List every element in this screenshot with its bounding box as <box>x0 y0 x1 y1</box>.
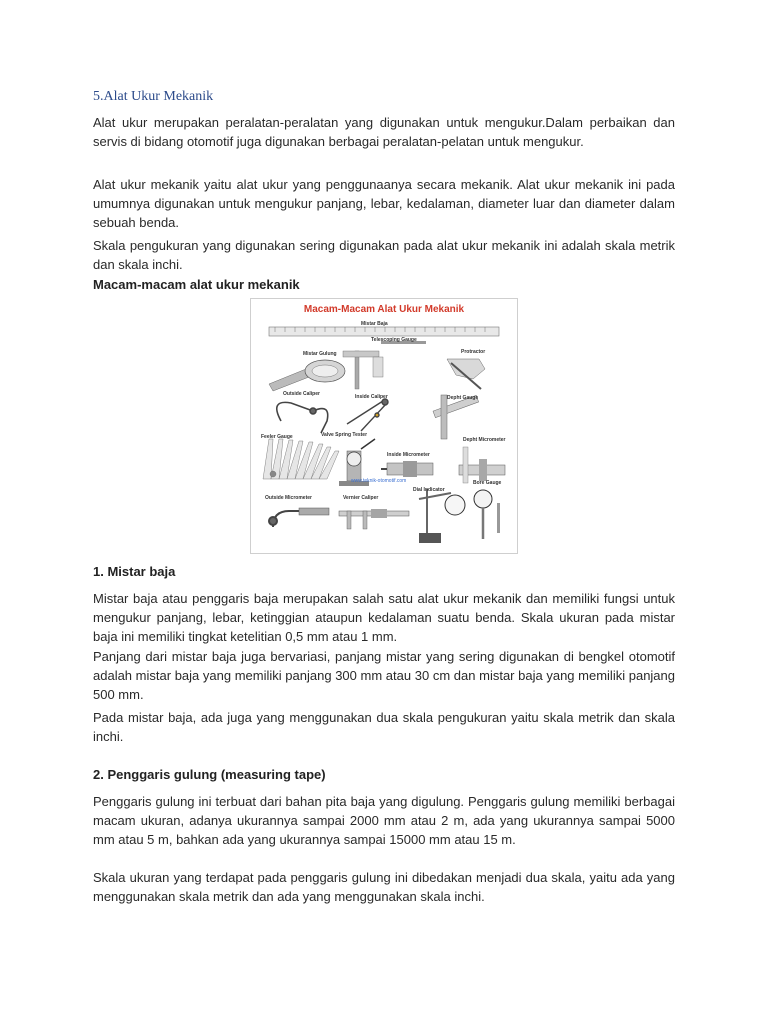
label-mistar-gulung: Mistar Gulung <box>303 351 337 357</box>
label-vernier-caliper: Vernier Caliper <box>343 495 379 501</box>
label-outside-caliper: Outside Caliper <box>283 391 320 397</box>
intro-paragraph-2: Alat ukur mekanik yaitu alat ukur yang penggunaanya secara mekanik. Alat ukur mekanik ini pada umumnya digunakan untuk mengukur panjang, lebar, kedalaman, diameter luar dan diameter dalam sebuah benda. <box>93 177 675 230</box>
label-inside-caliper: Inside Caliper <box>355 394 388 400</box>
intro-paragraph-3: Skala pengukuran yang digunakan sering digunakan pada alat ukur mekanik ini adalah skala metrik dan skala inchi. <box>93 238 675 272</box>
depth-micrometer-drawing <box>459 447 505 483</box>
dial-indicator-drawing <box>419 489 465 543</box>
figure-watermark: www.teknik-otomotif.com <box>351 478 407 484</box>
types-heading: Macam-macam alat ukur mekanik <box>93 277 300 292</box>
depth-gauge-drawing <box>433 395 479 439</box>
inside-micrometer-drawing <box>381 461 433 477</box>
outside-caliper-drawing <box>277 402 328 433</box>
label-dial-indicator: Dial Indicator <box>413 487 445 493</box>
section-2-heading: 2. Penggaris gulung (measuring tape) <box>93 767 326 782</box>
protractor-drawing <box>447 359 485 389</box>
label-inside-micrometer: Inside Micrometer <box>387 452 430 458</box>
figure-title: Macam-Macam Alat Ukur Mekanik <box>303 304 465 315</box>
label-bore-gauge: Bore Gauge <box>473 480 502 486</box>
steel-ruler-drawing <box>269 327 499 336</box>
label-depth-gauge: Depht Gauge <box>447 395 479 401</box>
tools-figure <box>250 298 518 554</box>
inside-caliper-drawing <box>347 399 388 431</box>
section-2-paragraph-1: Penggaris gulung ini terbuat dari bahan pita baja yang digulung. Penggaris gulung memiliki berbagai macam ukuran, adanya ukurannya sampai 2000 mm atau 2 m, ada yang ukurannya sampai 5000 mm atau 5 m, bahkan ada yang ukurannya sampai 15000 mm atau 15 m. <box>93 794 675 847</box>
section-1-paragraph-2: Panjang dari mistar baja juga bervariasi, panjang mistar yang sering digunakan di bengkel otomotif adalah mistar baja yang memiliki panjang 300 mm atau 30 cm dan mistar baja yang memiliki panjang 500 mm. <box>93 649 675 702</box>
section-1-paragraph-3: Pada mistar baja, ada juga yang menggunakan dua skala pengukuran yaitu skala metrik dan skala inchi. <box>93 710 675 744</box>
label-outside-micrometer: Outside Micrometer <box>265 495 312 501</box>
vernier-caliper-drawing <box>339 509 409 529</box>
section-title: 5.Alat Ukur Mekanik <box>93 89 214 104</box>
section-2-paragraph-2: Skala ukuran yang terdapat pada penggaris gulung ini dibedakan menjadi dua skala, yaitu ada yang menggunakan skala metrik dan ada yang menggunakan skala inchi. <box>93 870 675 904</box>
section-1-heading: 1. Mistar baja <box>93 564 176 579</box>
label-valve-spring-tester: Valve Spring Tester <box>321 432 368 438</box>
label-mistar-baja: Mistar Baja <box>361 321 388 327</box>
section-1-paragraph-1: Mistar baja atau penggaris baja merupakan salah satu alat ukur mekanik dan memiliki fungsi untuk mengukur panjang, lebar, ketinggian ataupun kedalaman suatu benda. Skala ukuran pada mistar baja ini memiliki tingkat ketelitian 0,5 mm atau 1 mm. <box>93 591 675 644</box>
intro-paragraph-1: Alat ukur merupakan peralatan-peralatan yang digunakan untuk mengukur.Dalam perbaikan dan servis di bidang otomotif juga digunakan berbagai peralatan-pelatan untuk mengukur. <box>93 115 675 149</box>
label-protractor: Protractor <box>461 349 486 355</box>
outside-micrometer-drawing <box>269 508 329 527</box>
label-depth-micrometer: Depht Micrometer <box>463 437 506 443</box>
measuring-tape-drawing <box>269 360 345 391</box>
bore-gauge-drawing <box>474 490 500 539</box>
feeler-gauge-drawing <box>263 439 339 479</box>
square-drawing <box>343 351 383 389</box>
label-feeler-gauge: Feeler Gauge <box>261 434 293 440</box>
label-telescoping: Telescoping Gauge <box>371 337 417 343</box>
